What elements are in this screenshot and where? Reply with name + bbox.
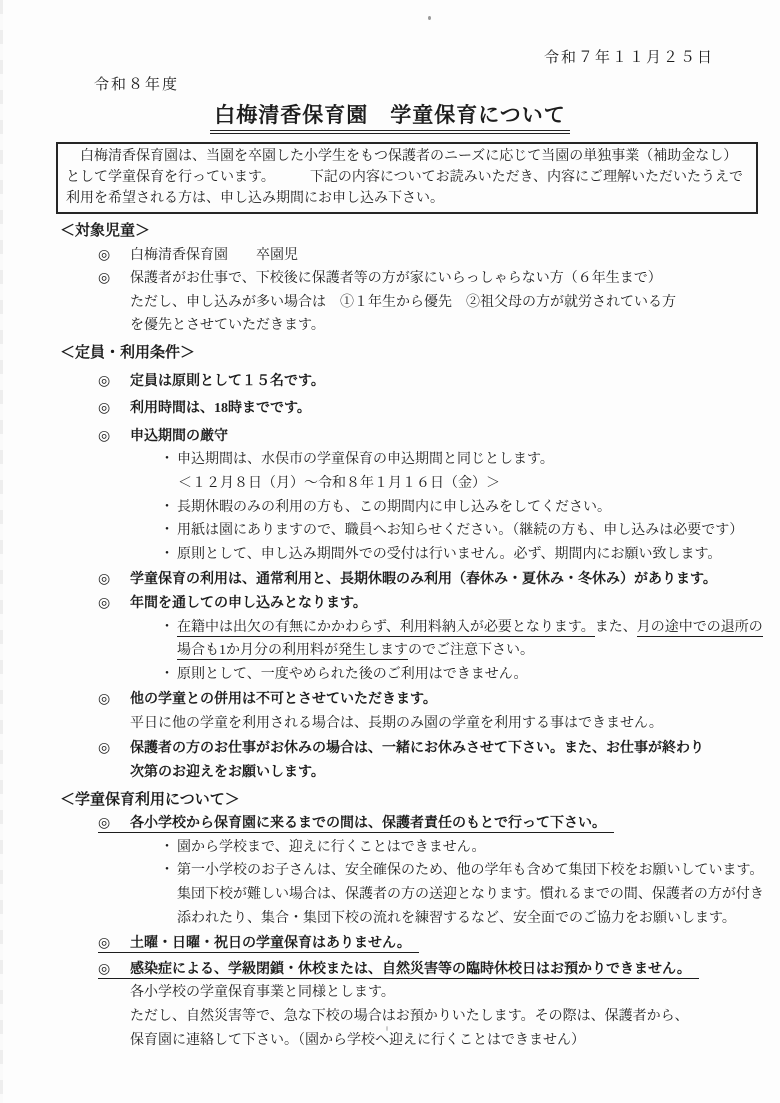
dot-bullet: ・ [160,499,174,515]
deadline-note-1 [0,448,780,472]
escort-note-2-cont-2: 添われたり、集合・集団下校の流れを練習するなど、安全面でのご協力をお願いします。 [177,910,736,926]
deadline-note-2 [0,496,780,520]
item-capacity-text: 定員は原則として１５名です。 [130,373,325,389]
scan-speck-top [428,16,431,20]
section-heading-usage-info: ＜学童保育利用について＞ [60,791,240,808]
deadline-note-4 [0,543,780,567]
escort-note-1 [0,836,780,860]
double-circle-bullet: ◎ [98,692,111,708]
item-capacity [0,370,780,394]
item-usage-types-text: 学童保育の利用は、通常利用と、長期休暇のみ利用（春休み・夏休み・冬休み）があります。 [130,572,717,588]
dot-bullet: ・ [160,666,174,682]
double-circle-bullet: ◎ [98,816,111,832]
dot-bullet: ・ [160,619,174,635]
dot-bullet: ・ [160,863,174,879]
fiscal-year-label: 令和８年度 [94,77,180,93]
intro-box [56,142,758,214]
item-usage-types [0,568,780,592]
double-circle-bullet: ◎ [98,271,111,287]
no-rejoin-note [0,663,780,687]
fee-note-line-1 [0,616,780,640]
item-no-closure-care-text: 感染症による、学級閉鎖・休校または、自然災害等の臨時休校日はお預かりできません。 [130,961,691,977]
section-heading-capacity-conditions: ＜定員・利用条件＞ [60,344,196,361]
fee-note-underlined-1: 在籍中は出欠の有無にかかわらず、利用料納入が必要となります。 [177,619,595,635]
dot-bullet: ・ [160,546,174,562]
fee-note-plain-2: のでご注意下さい。 [408,643,534,659]
item-no-dual-use [0,688,780,712]
closure-note-2-cont: 保育園に連絡して下さい。（園から学校へ迎えに行くことはできません） [130,1032,585,1048]
item-parent-day-off [0,737,780,761]
intro-line-3: 利用を希望される方は、申し込み期間にお申し込み下さい。 [66,191,444,206]
item-parent-day-off-cont: 次第のお迎えをお願いします。 [130,765,325,781]
closure-note-2: ただし、自然災害等で、急な下校の場合はお預かりいたします。その際は、保護者から、 [130,1009,689,1024]
section-heading-target-children: ＜対象児童＞ [60,223,151,239]
double-circle-bullet: ◎ [98,401,111,417]
double-circle-bullet: ◎ [98,373,111,389]
item-hours-text: 利用時間は、18時までです。 [130,401,311,417]
escort-note-2-text: 第一小学校のお子さんは、安全確保のため、他の学年も含めて集団下校をお願いしています。 [177,863,764,879]
fee-note-underlined-2: 月の途中での退所の [636,619,763,635]
deadline-note-1-text: 申込期間は、水俣市の学童保育の申込期間と同じとします。 [177,452,554,468]
document-date: 令和７年１１月２５日 [543,50,714,66]
item-working-parents [0,267,780,291]
item-working-parents-text: 保護者がお仕事で、下校後に保護者等の方が家にいらっしゃらない方（６年生まで） [130,271,662,287]
item-no-weekend-care-text: 土曜・日曜・祝日の学童保育はありません。 [130,936,411,952]
escort-note-2-cont-1: 集団下校が難しい場合は、保護者の方の送迎となります。慣れるまでの間、保護者の方が付き [177,887,764,903]
document-title [0,99,780,129]
closure-note-1: 各小学校の学童保育事業と同様とします。 [130,985,395,1001]
intro-line-2: として学童保育を行っています。 下記の内容についてお読みいただき、内容にご理解いただいたうえで [66,170,744,185]
double-circle-bullet: ◎ [98,961,111,977]
item-graduate [0,244,780,268]
item-hours [0,397,780,421]
document-title-text: 白梅清香保育園 学童保育について [210,103,570,134]
item-graduate-text: 白梅清香保育園 卒園児 [130,247,298,263]
double-circle-bullet: ◎ [98,247,111,263]
deadline-note-3 [0,519,780,543]
double-circle-bullet: ◎ [98,595,111,611]
item-no-closure-care [0,958,780,982]
item-no-dual-use-text: 他の学童との併用は不可とさせていただきます。 [130,692,437,708]
double-circle-bullet: ◎ [98,936,111,952]
fee-note-underlined-3: 場合も1か月分の利用料が発生します [177,643,408,659]
intro-line-1: 白梅清香保育園は、当園を卒園した小学生をもつ保護者のニーズに応じて当園の単独事業（補助金なし） [66,149,738,164]
dot-bullet: ・ [160,452,174,468]
escort-note-1-text: 園から学校まで、迎えに行くことはできません。 [177,839,486,855]
no-rejoin-note-text: 原則として、一度やめられた後のご利用はできません。 [177,666,528,682]
item-deadline [0,425,780,449]
no-dual-use-note: 平日に他の学童を利用される場合は、長期のみ園の学童を利用する事はできません。 [130,715,663,731]
fee-note-plain-1: また、 [594,619,637,635]
item-working-parents-cont-1: ただし、申し込みが多い場合は ①１年生から優先 ②祖父母の方が就労されている方 [130,294,676,310]
double-circle-bullet: ◎ [98,741,111,757]
item-parent-day-off-text: 保護者の方のお仕事がお休みの場合は、一緒にお休みさせて下さい。また、お仕事が終わり [130,741,704,757]
item-working-parents-cont-2: を優先とさせていただきます。 [130,318,325,334]
item-escort-responsibility [0,812,780,836]
deadline-note-4-text: 原則として、申し込み期間外での受付は行いません。必ず、期間内にお願い致します。 [177,546,722,562]
item-annual-application [0,592,780,616]
dot-bullet: ・ [160,839,174,855]
item-deadline-text: 申込期間の厳守 [130,428,228,444]
double-circle-bullet: ◎ [98,428,111,444]
dot-bullet: ・ [160,523,174,539]
item-escort-responsibility-text: 各小学校から保育園に来るまでの間は、保護者責任のもとで行って下さい。 [130,816,606,832]
document-body [0,140,780,1052]
item-no-weekend-care [0,932,780,956]
escort-note-2 [0,859,780,883]
fee-note-line-2 [0,639,780,663]
deadline-note-2-text: 長期休暇のみの利用の方も、この期間内に申し込みをしてください。 [177,499,611,515]
deadline-note-3-text: 用紙は園にありますので、職員へお知らせください。（継続の方も、申し込みは必要です） [177,523,744,539]
item-annual-application-text: 年間を通しての申し込みとなります。 [130,595,367,611]
double-circle-bullet: ◎ [98,572,111,588]
deadline-period: ＜１２月８日（月）～令和８年１月１６日（金）＞ [178,475,500,491]
